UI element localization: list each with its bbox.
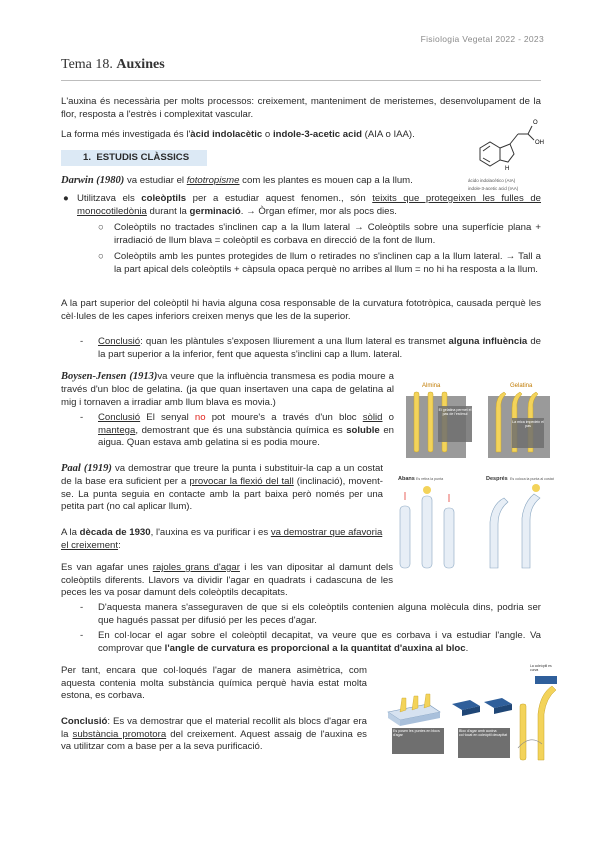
t: fototropisme xyxy=(186,175,240,186)
t: sòlid xyxy=(362,412,383,423)
boysen-jensen-figure xyxy=(400,378,555,464)
t: per a estudiar aquest fenomen., són xyxy=(186,193,373,204)
final-paragraph: Per tant, encara que col·loqués l'agar de manera asimètrica, com aquesta contenia molta substància química perquè havia estat molta estona, es corbava. xyxy=(61,665,367,702)
t: com les plantes es mouen cap a la llum. xyxy=(239,175,413,186)
t: o xyxy=(262,129,273,140)
t: D'aquesta manera s'asseguraven de que si els coleòptils contenien alguna molècula dins, podria ser que hagués passat per difusió per les peces d'agar. xyxy=(98,602,541,626)
t: Es van agafar unes xyxy=(61,562,153,573)
hydroxyl-label: OH xyxy=(535,140,544,146)
section-number: 1. xyxy=(83,152,92,163)
t: va veure que la influència transmesa es podia moure a través d'un bloc de gelatina. (ja que quan insertaven una capa de gelatina al mig i tornaven a irradiar amb llum blava es movia.) xyxy=(61,371,394,408)
page-title xyxy=(61,56,165,74)
t: soluble xyxy=(346,424,380,436)
decade-paragraph xyxy=(61,527,391,552)
circle-bullet: ○ xyxy=(98,222,104,233)
t: Conclusió xyxy=(98,412,141,423)
molecule-caption-1: ácido indolacético (AIA) xyxy=(468,178,516,183)
molecule-caption-2: indole-3-acetic acid (IAA) xyxy=(468,186,519,191)
darwin-name: Darwin (1980) xyxy=(61,175,125,186)
t: del creixement. Aquest assaig de l'auxina es va utilitzar com a base per a la seva purificació. xyxy=(61,728,367,753)
dash-bullet: - xyxy=(80,336,84,347)
t: l'angle de curvatura es proporcional a la quantitat d'auxina al bloc xyxy=(164,642,466,654)
paal-illustration xyxy=(394,472,554,572)
t: substància promotora xyxy=(72,728,167,740)
paal-paragraph xyxy=(61,462,383,514)
dash-bullet: - xyxy=(80,412,84,423)
t: coleòptils xyxy=(141,193,187,204)
bullet-dot: ● xyxy=(63,193,69,204)
title-bold: Auxines xyxy=(116,57,165,72)
t: Conclusió xyxy=(61,716,108,727)
t: , demostrant que és una substància química es xyxy=(135,424,347,436)
darwin-bullet xyxy=(63,193,542,218)
paal-figure xyxy=(394,472,554,572)
t: En col·locar el agar sobre el coleòptil decapitat, va veure que es corbava i va estudiar l'angle. Va comprovar que xyxy=(98,630,541,654)
agar-on-coleoptile xyxy=(535,676,557,684)
t: mantega xyxy=(98,424,136,436)
t: provocar la flexió del tall xyxy=(189,475,294,487)
agar-block-figure xyxy=(380,664,560,764)
agar-dash-2 xyxy=(80,630,541,655)
t: no xyxy=(194,412,206,423)
t: : Es va demostrar que el material recollit als blocs d'agar era la xyxy=(61,716,367,740)
nh-label: H xyxy=(505,166,510,172)
darwin-sub-2 xyxy=(98,251,541,276)
t: . xyxy=(465,642,469,654)
t: A la xyxy=(61,527,80,538)
darwin-paragraph xyxy=(61,174,461,188)
t: germinació xyxy=(189,205,241,217)
figure-label-left: Almina xyxy=(422,383,441,389)
title-divider xyxy=(61,80,541,81)
t: . → Òrgan efímer, mor als pocs dies. xyxy=(240,205,397,217)
agar-illustration xyxy=(380,664,560,764)
boysen-paragraph xyxy=(61,370,394,409)
paal-note-1: Es retira la punta xyxy=(416,477,444,481)
agar-note-1: Es posen les puntes en blocs d'agar xyxy=(393,729,440,738)
paal-label-before: Abans xyxy=(398,476,415,482)
overlay-text-left: El gelatina permet el pas de l'estímul xyxy=(438,408,472,417)
oxygen-label: O xyxy=(533,120,538,126)
t: (inclinació), movent-se. La punta seguia en contacte amb la part baixa però només per una petita part (no cal aplicar llum). xyxy=(61,475,383,513)
darwin-sub-1 xyxy=(98,222,541,247)
iaa-structure-diagram xyxy=(466,112,550,194)
figure-label-right: Gelatina xyxy=(510,383,533,389)
boysen-conclusion xyxy=(80,412,395,450)
t: Utilitzava els xyxy=(77,193,142,204)
t: pot moure's a través d'un bloc xyxy=(205,412,363,423)
t: : quan les plàntules s'exposen lliurement a una llum lateral es transmet xyxy=(140,336,449,347)
t: o xyxy=(382,412,394,423)
final-conclusion xyxy=(61,716,367,754)
circle-bullet: ○ xyxy=(98,251,104,262)
t: Coleòptils amb les puntes protegides de llum o retirades no s'inclinen cap a la llum lateral. → Tall a la part apical dels coleòptils + càpsula opaca perquè no arribes al llum = no hi ha resposta a la llum. xyxy=(114,251,541,275)
t: va estudiar el xyxy=(124,175,187,186)
t: va demostrar que afavoria el creixement xyxy=(61,527,383,551)
t: Conclusió xyxy=(98,336,141,347)
dash-bullet: - xyxy=(80,602,84,613)
t: : xyxy=(118,539,121,551)
darwin-conclusion xyxy=(80,336,541,361)
t: El senyal xyxy=(140,412,195,423)
title-prefix: Tema 18. xyxy=(61,57,117,72)
dash-bullet: - xyxy=(80,630,84,641)
section-heading xyxy=(61,150,207,166)
t: indole-3-acetic acid xyxy=(272,129,362,140)
agar-note-2: Bloc d'agar amb auxina col·locat en coleòptil decapitat xyxy=(459,729,508,738)
t: i les van dipositar al damunt dels coleòptils diferents. Llavors va dividir l'agar en quadrats i cadascuna de les peces les va posar damunt dels coleòptils decapitats. xyxy=(61,562,393,599)
overlay-text-right: La mica impedeix el pas xyxy=(512,420,544,429)
paal-note-2: Es coloca la punta al costat xyxy=(510,477,554,481)
t: Coleòptils no tractades s'inclinen cap a la llum lateral → Coleòptils sobre una superfície plana + irradiació de llum blava = coleòptil es corbava en direcció de la font de llum. xyxy=(114,222,541,246)
t: (AIA o IAA). xyxy=(361,129,415,140)
tip-piece xyxy=(423,486,431,494)
paal-label-after: Després xyxy=(486,476,508,482)
t: va demostrar que treure la punta i substituir-la cap a un costat de la base era suficient per a xyxy=(61,463,383,487)
intro-paragraph-1: L'auxina és necessària per molts processos: creixement, manteniment de meristemes, desenvolupament de la flor, resposta a l'estrès i complexitat vascular. xyxy=(61,96,541,120)
t: dècada de 1930 xyxy=(79,527,151,538)
paal-name: Paal (1919) xyxy=(61,463,112,474)
t: en aigua. Quan estava amb gelatina si es podia moure. xyxy=(98,424,395,449)
course-header: Fisiologia Vegetal 2022 - 2023 xyxy=(420,34,544,44)
t: , l'auxina es va purificar i es xyxy=(150,527,271,538)
t: teixits que protegeixen les fulles de monocotiledònia xyxy=(77,193,542,217)
boysen-name: Boysen-Jensen (1913) xyxy=(61,371,158,382)
iaa-molecule-figure xyxy=(466,112,550,194)
t: de la part superior a la inferior, fent que aquesta s'inclini cap a llum. lateral. xyxy=(98,336,541,360)
agar-paragraph xyxy=(61,562,393,600)
t: durant la xyxy=(146,205,190,217)
t: àcid indolacètic xyxy=(190,129,263,140)
darwin-after-paragraph: A la part superior del coleòptil hi havia alguna cosa responsable de la curvatura fototròpica, causada perquè les cèl·lules de les capes inferiors creixen menys que les de la superior. xyxy=(61,298,541,322)
agar-dash-1 xyxy=(80,602,541,627)
tip-piece xyxy=(532,484,540,492)
section-label: ESTUDIS CLÀSSICS xyxy=(96,152,190,163)
t: rajoles grans d'agar xyxy=(152,562,240,573)
t: La forma més investigada és l' xyxy=(61,129,191,140)
t: alguna influència xyxy=(448,336,528,347)
coleoptile-illustration xyxy=(400,378,555,464)
agar-note-3: La coleòptil es curva xyxy=(530,664,552,673)
